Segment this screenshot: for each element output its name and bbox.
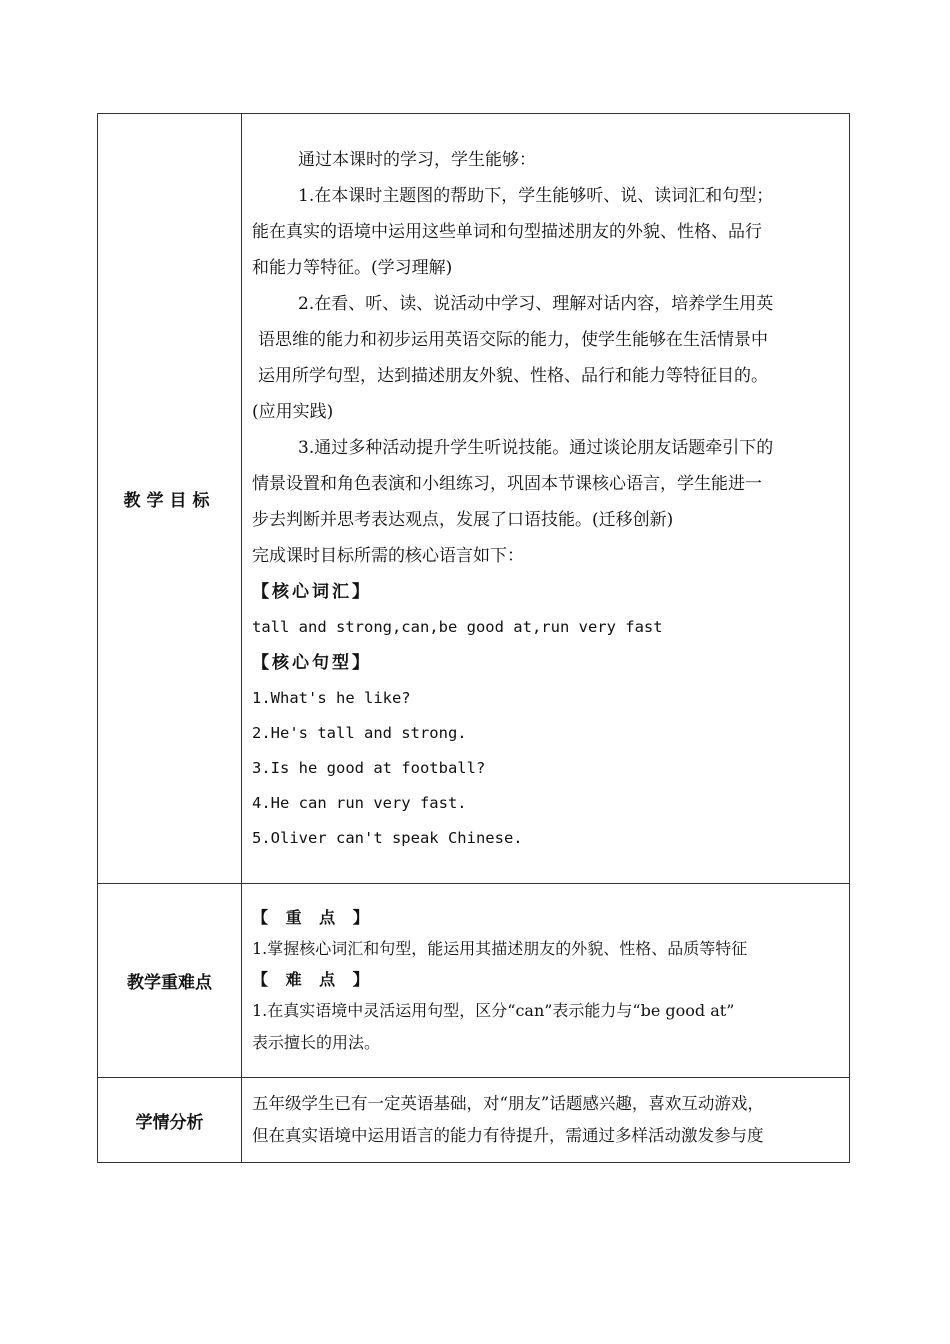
goal-3-line-1: 3.通过多种活动提升学生听说技能。通过谈论朋友话题牵引下的	[298, 437, 774, 458]
goal-1-line-2: 能在真实的语境中运用这些单词和句型描述朋友的外貌、性格、品行	[252, 221, 762, 242]
goal-2-line-3: 运用所学句型，达到描述朋友外貌、性格、品行和能力等特征目的。	[258, 365, 768, 386]
core-language-intro: 完成课时目标所需的核心语言如下：	[252, 545, 524, 566]
teaching-goals-label: 教学目标	[98, 114, 242, 884]
goal-3-line-2: 情景设置和角色表演和小组练习，巩固本节课核心语言，学生能进一	[252, 473, 762, 494]
teaching-goals-content	[242, 114, 850, 884]
key-difficult-points-content	[242, 884, 850, 1078]
lesson-plan-table	[97, 113, 850, 1163]
learner-analysis-line-2: 但在真实语境中运用语言的能力有待提升，需通过多样活动激发参与度	[252, 1126, 764, 1145]
core-vocab-header: 【核心词汇】	[252, 581, 372, 602]
goal-1-line-1: 1.在本课时主题图的帮助下，学生能够听、说、读词汇和句型；	[298, 185, 774, 206]
learner-analysis-content	[242, 1078, 850, 1163]
core-sentence: 2.He's tall and strong.	[252, 723, 467, 742]
key-difficult-points-label: 教学重难点	[98, 884, 242, 1078]
key-point-header: 【 重 点 】	[252, 907, 375, 927]
learner-analysis-line-1: 五年级学生已有一定英语基础，对“朋友”话题感兴趣，喜欢互动游戏，	[252, 1094, 764, 1113]
core-sentence: 5.Oliver can't speak Chinese.	[252, 828, 523, 847]
goal-2-line-2: 语思维的能力和初步运用英语交际的能力，使学生能够在生活情景中	[258, 329, 768, 350]
goals-intro: 通过本课时的学习，学生能够：	[298, 149, 536, 170]
goal-2-line-4: (应用实践)	[252, 401, 334, 422]
goal-1-line-3: 和能力等特征。(学习理解)	[252, 257, 453, 278]
core-sentences-header: 【核心句型】	[252, 652, 372, 673]
core-sentence: 4.He can run very fast.	[252, 793, 467, 812]
learner-analysis-row	[98, 1078, 850, 1163]
key-point-item: 1.掌握核心词汇和句型，能运用其描述朋友的外貌、性格、品质等特征	[252, 938, 748, 958]
key-difficult-points-row	[98, 884, 850, 1078]
difficult-point-line-2: 表示擅长的用法。	[252, 1032, 381, 1052]
goal-2-line-1: 2.在看、听、读、说活动中学习、理解对话内容，培养学生用英	[298, 293, 774, 314]
core-vocab: tall and strong,can,be good at,run very fast	[252, 617, 663, 636]
teaching-goals-row	[98, 114, 850, 884]
core-sentence: 3.Is he good at football?	[252, 758, 486, 777]
learner-analysis-label: 学情分析	[98, 1078, 242, 1163]
goal-3-line-3: 步去判断并思考表达观点，发展了口语技能。(迁移创新)	[252, 509, 674, 530]
difficult-point-line-1: 1.在真实语境中灵活运用句型，区分“can”表示能力与“be good at”	[252, 1000, 735, 1020]
core-sentence: 1.What's he like?	[252, 688, 411, 707]
difficult-point-header: 【 难 点 】	[252, 969, 375, 989]
